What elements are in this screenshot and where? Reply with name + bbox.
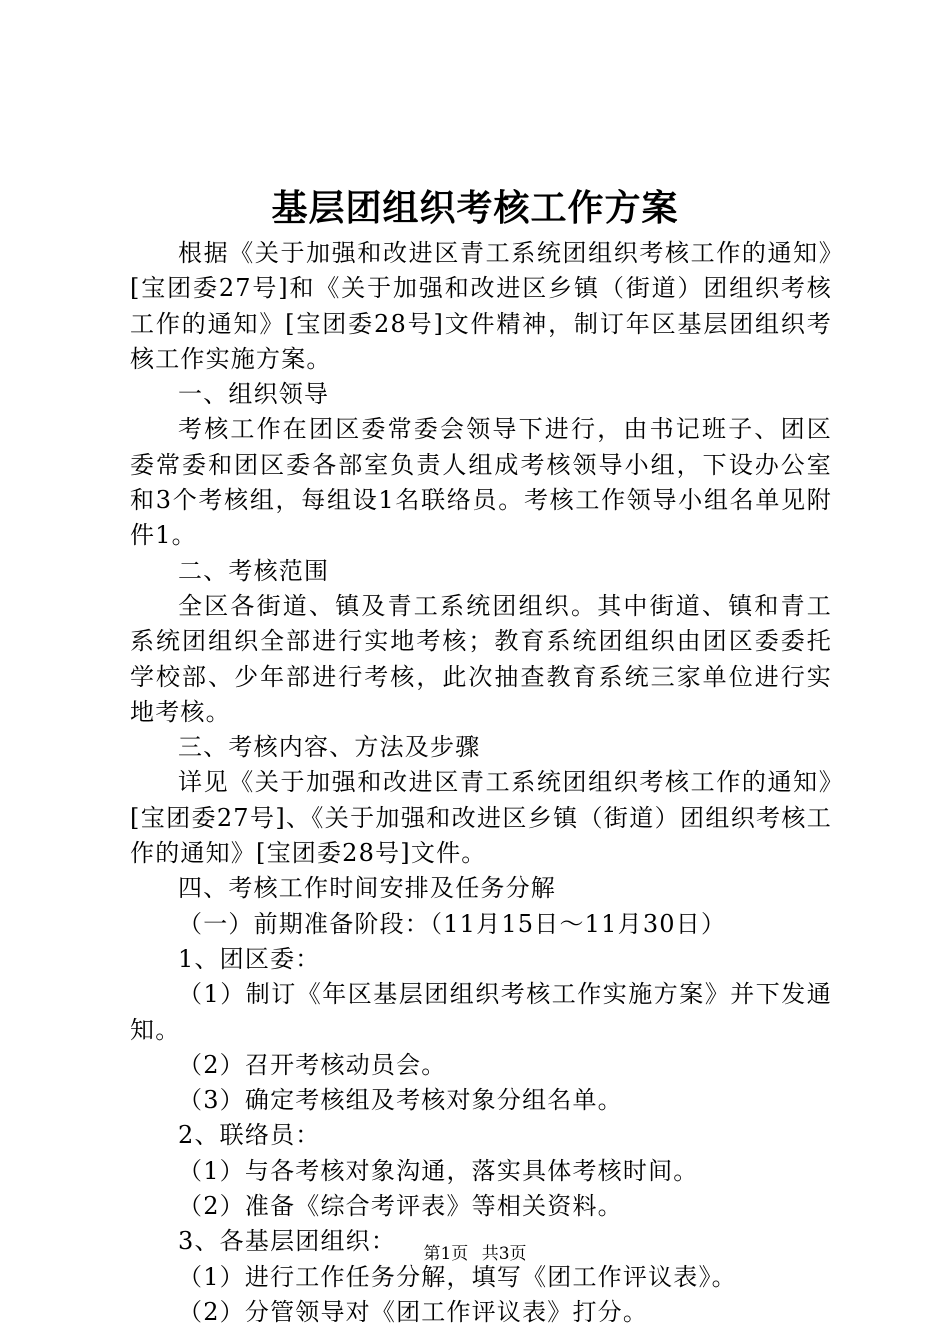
page-number: 第1页 [423, 1244, 469, 1264]
document-title: 基层团组织考核工作方案 [271, 187, 679, 229]
subheading-phase-1: （一）前期准备阶段：（11月15日～11月30日） [178, 909, 727, 938]
list-item: （1）制订《年区基层团组织考核工作实施方案》并下发通知。 [130, 980, 832, 1044]
list-item: （2）分管领导对《团工作评议表》打分。 [178, 1297, 649, 1326]
list-item: （3）确定考核组及考核对象分组名单。 [178, 1086, 623, 1115]
list-heading-2: 2、联络员： [178, 1121, 321, 1150]
paragraph-section-1: 考核工作在团区委常委会领导下进行，由书记班子、团区委常委和团区委各部室负责人组成考核领导小组，下设办公室和3个考核组，每组设1名联络员。考核工作领导小组名单见附件1。 [130, 415, 832, 550]
heading-section-3: 三、考核内容、方法及步骤 [178, 733, 481, 762]
paragraph-section-2: 全区各街道、镇及青工系统团组织。其中街道、镇和青工系统团组织全部进行实地考核；教育系统团组织由团区委委托学校部、少年部进行考核，此次抽查教育系统三家单位进行实地考核。 [130, 591, 832, 726]
heading-section-1: 一、组织领导 [178, 380, 330, 409]
list-item: （2）召开考核动员会。 [178, 1050, 447, 1079]
list-item: （1）与各考核对象沟通，落实具体考核时间。 [178, 1156, 699, 1185]
page-footer [0, 1242, 950, 1266]
paragraph-section-3: 详见《关于加强和改进区青工系统团组织考核工作的通知》[宝团委27号]、《关于加强和改进区乡镇（街道）团组织考核工作的通知》[宝团委28号]文件。 [130, 768, 832, 868]
list-heading-3: 3、各基层团组织： [178, 1227, 397, 1256]
document-body [130, 236, 832, 1330]
paragraph-intro: 根据《关于加强和改进区青工系统团组织考核工作的通知》[宝团委27号]和《关于加强和改进区乡镇（街道）团组织考核工作的通知》[宝团委28号]文件精神，制订年区基层团组织考核工作实施方案。 [130, 239, 832, 373]
page-total: 共3页 [481, 1244, 527, 1264]
list-item: （2）准备《综合考评表》等相关资料。 [178, 1192, 623, 1221]
heading-section-4: 四、考核工作时间安排及任务分解 [178, 874, 556, 903]
heading-section-2: 二、考核范围 [178, 556, 330, 585]
list-heading-1: 1、团区委： [178, 944, 321, 973]
list-item: （1）进行工作任务分解，填写《团工作评议表》。 [178, 1262, 737, 1291]
